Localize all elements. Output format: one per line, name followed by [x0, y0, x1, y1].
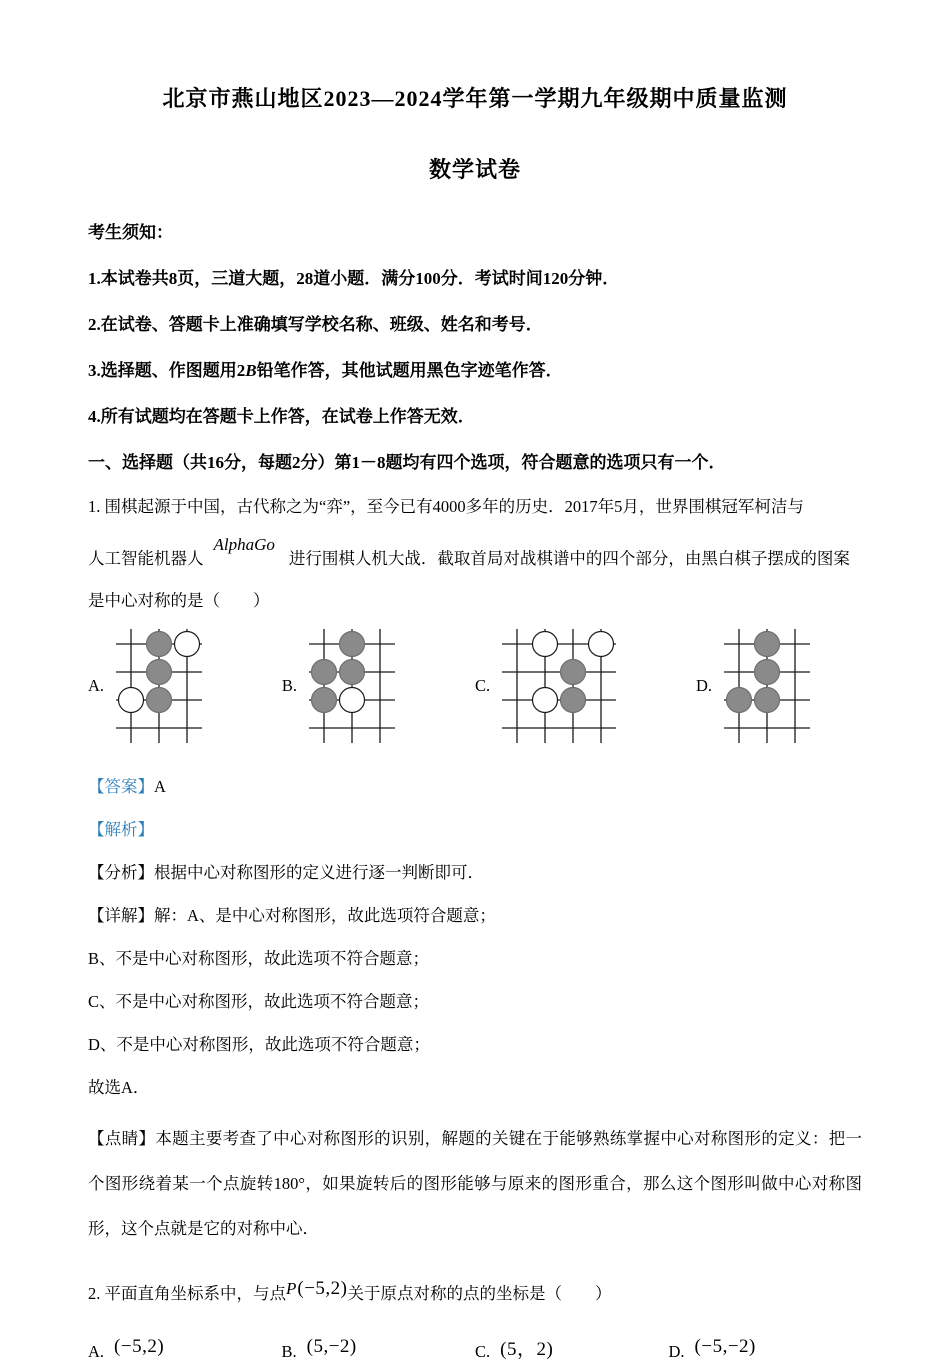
q1-text-line1: 1. 围棋起源于中国，古代称之为“弈”，至今已有4000多年的历史．2017年5月，世界围棋冠军柯洁与 [88, 497, 804, 516]
q1-dianjing-paragraph [88, 1117, 862, 1252]
question-2 [88, 1277, 862, 1366]
q1-line2-pre: 人工智能机器人 [88, 549, 204, 568]
notice-item-4: 4.所有试题均在答题卡上作答，在试卷上作答无效． [88, 407, 475, 426]
q1-option-A [88, 629, 202, 743]
q1-detail-line-1 [88, 902, 862, 926]
go-board-svg [502, 629, 616, 743]
q2-stem-pre: 2. 平面直角坐标系中，与点 [88, 1283, 286, 1303]
q2-point-coords: (−5,2) [297, 1277, 348, 1299]
q1-analysis-line [88, 816, 862, 840]
answer-value: A [154, 777, 166, 796]
go-board-D [724, 629, 810, 743]
q1-answer-line [88, 773, 862, 797]
fenxi-label: 【分析】 [88, 863, 154, 882]
q1-detail-line-4: D、不是中心对称图形，故此选项不符合题意； [88, 1035, 430, 1054]
q1-options-row [88, 629, 862, 743]
exam-subtitle: 数学试卷 [428, 157, 521, 182]
go-board-svg [309, 629, 395, 743]
q1-text-line2 [88, 535, 862, 569]
section-1-heading: 一、选择题（共16分，每题2分）第1－8题均有四个选项，符合题意的选项只有一个． [88, 453, 726, 472]
notice-section [88, 218, 862, 427]
pencil-2b-italic: B [245, 361, 257, 380]
q1-line2-post: 进行围棋人机大战．截取首局对战棋谱中的四个部分，由黑白棋子摆成的图案 [288, 549, 850, 568]
q2-option-B-label: B. [281, 1342, 297, 1362]
q1-option-A-label: A. [88, 676, 105, 695]
detail-text-1: 解：A、是中心对称图形，故此选项符合题意； [154, 906, 496, 925]
q1-option-D [696, 629, 810, 743]
q1-detail-line-3: C、不是中心对称图形，故此选项不符合题意； [88, 992, 430, 1011]
fenxi-text: 根据中心对称图形的定义进行逐一判断即可． [154, 863, 484, 882]
notice-item-1: 1.本试卷共8页，三道大题，28道小题．满分100分．考试时间120分钟． [88, 269, 620, 288]
notice-item-3 [88, 356, 862, 381]
q2-option-C [475, 1339, 669, 1366]
q2-point-math [286, 1278, 348, 1300]
q2-point-name: P [286, 1278, 297, 1298]
q2-option-C-label: C. [475, 1342, 491, 1362]
notice-item-3-post: 铅笔作答，其他试题用黑色字迹笔作答． [256, 361, 563, 380]
go-board-B [309, 629, 395, 743]
q2-option-D-value: (−5,−2) [694, 1336, 756, 1358]
q1-detail-line-2: B、不是中心对称图形，故此选项不符合题意； [88, 949, 430, 968]
q2-options-row [88, 1336, 862, 1366]
q2-option-D-label: D. [668, 1342, 685, 1362]
go-board-C [502, 629, 616, 743]
dianjing-label: 【点睛】 [88, 1129, 156, 1148]
dianjing-text: 本题主要考查了中心对称图形的识别，解题的关键在于能够熟练掌握中心对称图形的定义：把一个图形绕着某一个点旋转180°，如果旋转后的图形能够与原来的图形重合，那么这个图形叫做中心对称图形，这个点就是它的对称中心． [88, 1129, 863, 1238]
q2-option-B-value: (5,−2) [306, 1336, 357, 1358]
q2-stem-post: 关于原点对称的点的坐标是（ ） [347, 1283, 612, 1303]
q2-option-C-value: (5，2) [500, 1338, 554, 1360]
q1-option-C-label: C. [474, 676, 491, 695]
analysis-label: 【解析】 [88, 820, 154, 839]
exam-title: 北京市燕山地区2023—2024学年第一学期九年级期中质量监测 [162, 86, 788, 111]
q2-option-D [668, 1336, 863, 1366]
q1-option-B [282, 629, 395, 743]
go-board-svg [724, 629, 810, 743]
alphago-math-label: AlphaGo [213, 535, 275, 554]
question-1 [88, 493, 862, 1252]
notice-item-2: 2.在试卷、答题卡上准确填写学校名称、班级、姓名和考号． [88, 315, 543, 334]
q1-option-C [475, 629, 616, 743]
q2-stem [88, 1277, 862, 1305]
q2-option-A [88, 1336, 282, 1366]
notice-item-3-pre: 3.选择题、作图题用2 [88, 361, 246, 380]
q2-option-A-label: A. [88, 1342, 105, 1362]
q2-option-B [281, 1336, 476, 1366]
q1-option-B-label: B. [281, 676, 298, 695]
q1-fenxi-line [88, 859, 862, 883]
answer-label: 【答案】 [88, 777, 154, 796]
go-board-svg [116, 629, 202, 743]
q1-text-line3: 是中心对称的是（ ） [88, 591, 270, 610]
q1-option-D-label: D. [695, 676, 712, 695]
detail-label: 【详解】 [88, 906, 154, 925]
q2-option-A-value: (−5,2) [114, 1336, 165, 1358]
q1-detail-line-5: 故选A． [88, 1078, 150, 1097]
notice-heading: 考生须知： [88, 223, 173, 242]
go-board-A [116, 629, 202, 743]
